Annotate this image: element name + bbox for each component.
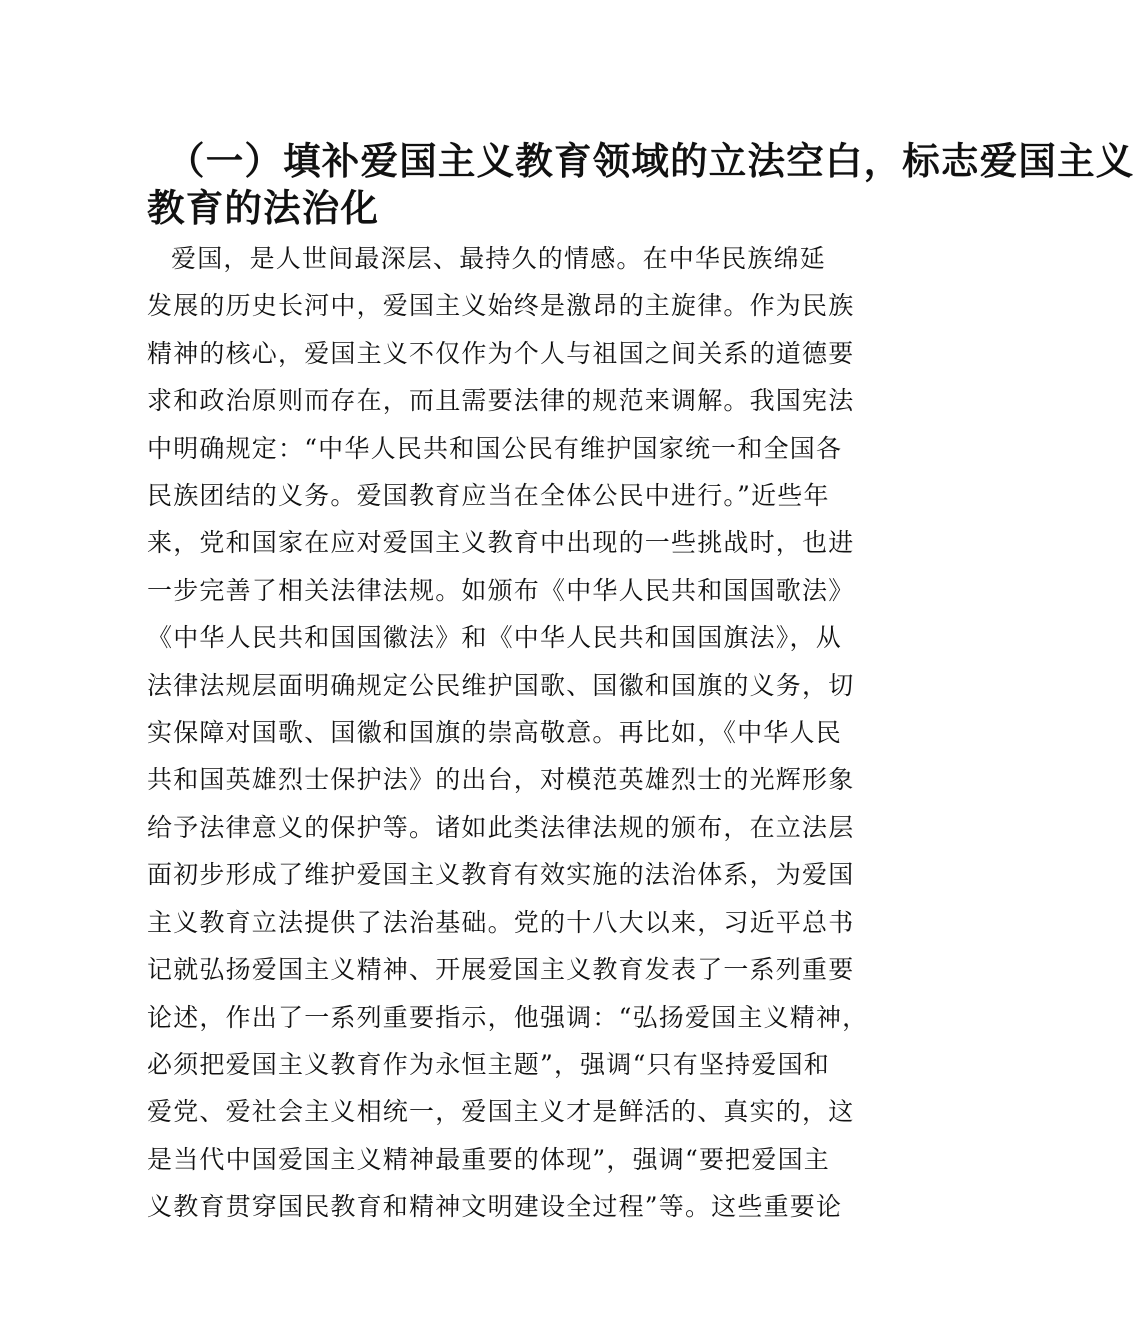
section-heading: [147, 138, 1135, 232]
paragraph-line: 爱国，是人世间最深层、最持久的情感。在中华民族绵延: [171, 244, 827, 273]
paragraph-line: 来，党和国家在应对爱国主义教育中出现的一些挑战时，也进: [147, 528, 855, 558]
paragraph-line: 求和政治原则而存在，而且需要法律的规范来调解。我国宪法: [147, 386, 855, 416]
heading-line: （一）填补爱国主义教育领域的立法空白，标志爱国主义: [167, 139, 1135, 183]
body-paragraph: [147, 235, 869, 1231]
paragraph-line: 主义教育立法提供了法治基础。党的十八大以来，习近平总书: [147, 907, 855, 937]
paragraph-line: 一步完善了相关法律法规。如颁布《中华人民共和国国歌法》: [147, 575, 855, 605]
paragraph-line: 中明确规定：“中华人民共和国公民有维护国家统一和全国各: [147, 433, 843, 463]
paragraph-line: 记就弘扬爱国主义精神、开展爱国主义教育发表了一系列重要: [147, 955, 855, 985]
paragraph-line: 民族团结的义务。爱国教育应当在全体公民中进行。”近些年: [147, 481, 830, 511]
paragraph-line: 论述，作出了一系列重要指示，他强调：“弘扬爱国主义精神，: [147, 1002, 869, 1032]
paragraph-line: 《中华人民共和国国徽法》和《中华人民共和国国旗法》，从: [147, 623, 842, 653]
paragraph-line: 共和国英雄烈士保护法》的出台，对模范英雄烈士的光辉形象: [147, 765, 855, 795]
paragraph-line: 爱党、爱社会主义相统一，爱国主义才是鲜活的、真实的，这: [147, 1097, 855, 1127]
paragraph-line: 精神的核心，爱国主义不仅作为个人与祖国之间关系的道德要: [147, 338, 855, 368]
document-content: [147, 138, 1135, 1231]
paragraph-line: 是当代中国爱国主义精神最重要的体现”，强调“要把爱国主: [147, 1144, 830, 1174]
paragraph-line: 发展的历史长河中，爱国主义始终是激昂的主旋律。作为民族: [147, 291, 855, 321]
paragraph-line: 给予法律意义的保护等。诸如此类法律法规的颁布，在立法层: [147, 812, 855, 842]
paragraph-line: 实保障对国歌、国徽和国旗的崇高敬意。再比如，《中华人民: [147, 718, 842, 748]
paragraph-line: 法律法规层面明确规定公民维护国歌、国徽和国旗的义务，切: [147, 670, 855, 700]
heading-line: 教育的法治化: [147, 186, 380, 230]
paragraph-line: 面初步形成了维护爱国主义教育有效实施的法治体系，为爱国: [147, 860, 855, 890]
paragraph-line: 必须把爱国主义教育作为永恒主题”，强调“只有坚持爱国和: [147, 1049, 830, 1079]
paragraph-line: 义教育贯穿国民教育和精神文明建设全过程”等。这些重要论: [147, 1192, 843, 1222]
